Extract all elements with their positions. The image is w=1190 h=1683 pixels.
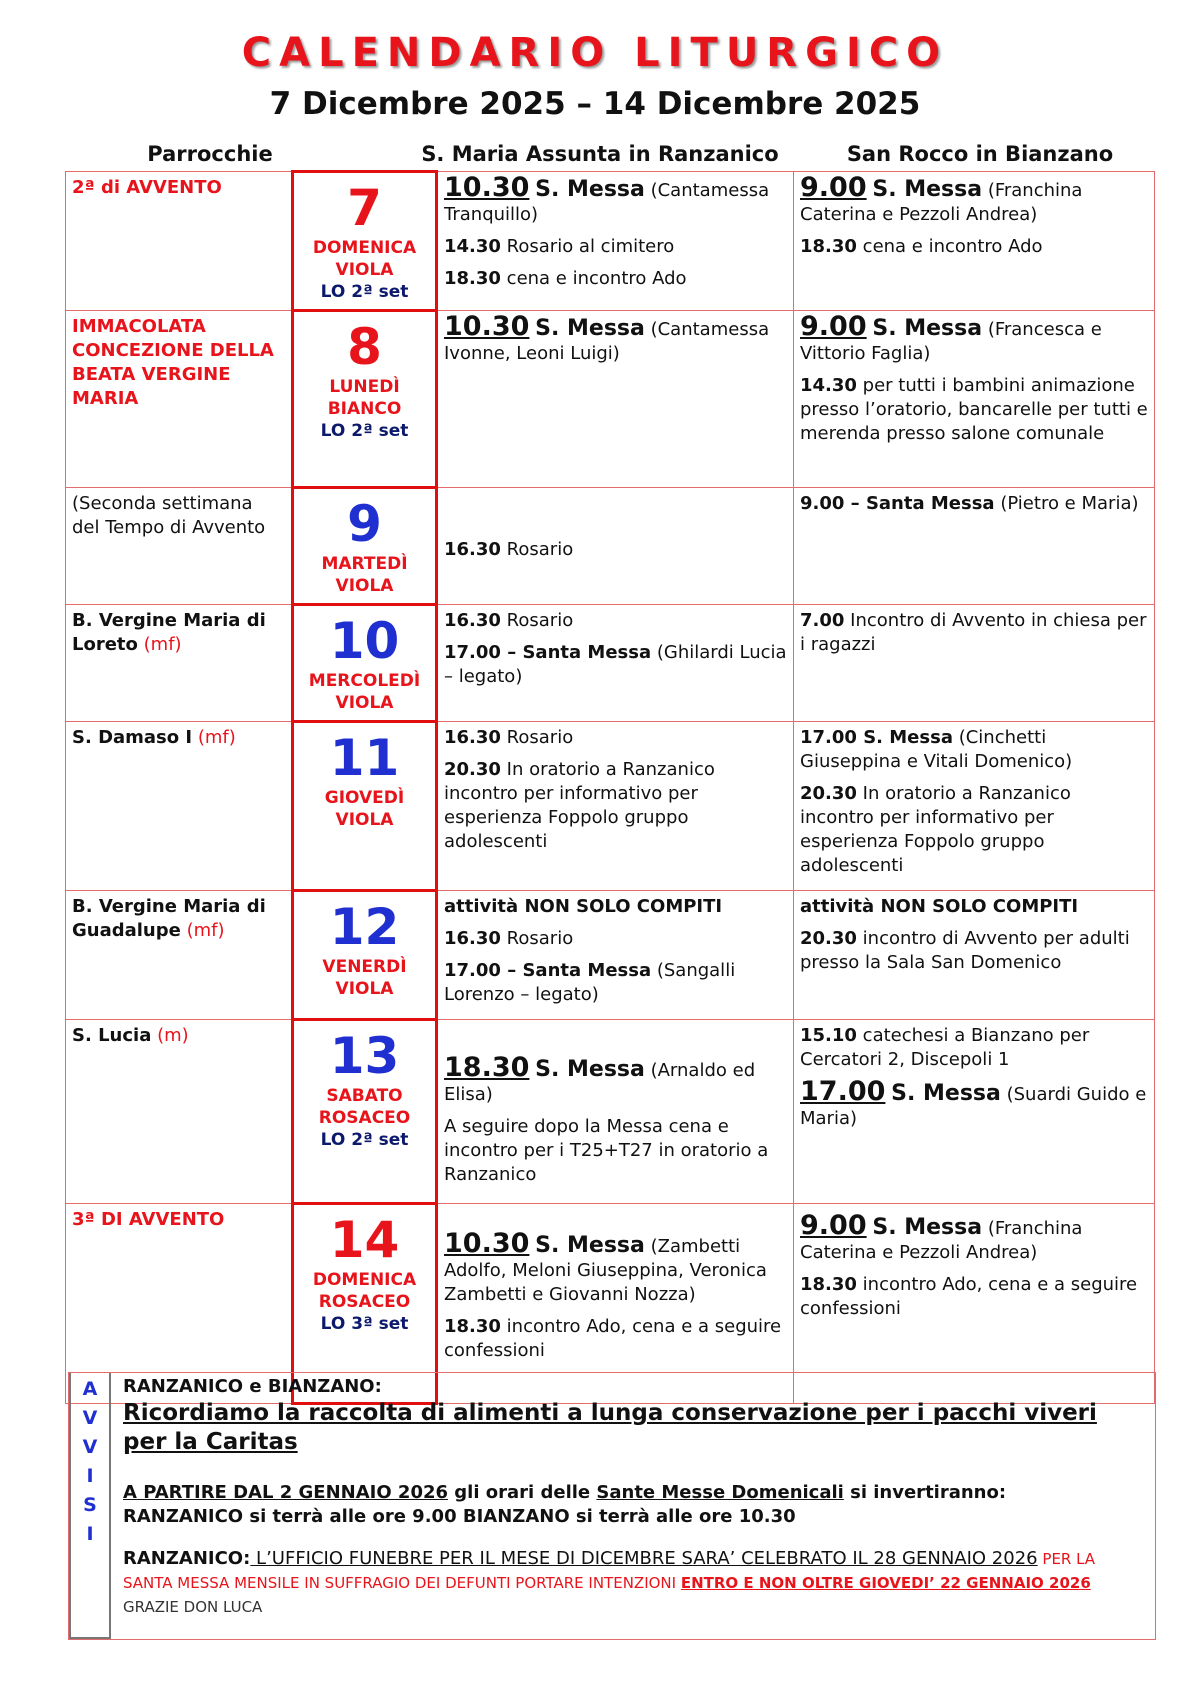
liturgy-hours: LO 2ª set [320,421,409,441]
event-entry [800,172,1148,227]
ranzanico-cell [437,488,794,605]
day-number: 9 [347,495,382,553]
event-entry [800,726,1148,774]
avvisi-letter: S [83,1494,97,1516]
time: 20.30 [444,759,501,780]
time: 18.30 [800,236,857,257]
event-note: Rosario [506,610,574,631]
feast-name: S. Lucia [72,1025,152,1046]
time: 16.30 [444,539,501,560]
bianzano-cell [794,605,1155,722]
event-entry [444,1228,787,1307]
liturgical-color: BIANCO [327,399,402,419]
event-note: (Zambetti Adolfo, Meloni Giuseppina, Veronica Zambetti e Giovanni Nozza) [444,1236,767,1305]
event-note: (Cinchetti Giuseppina e Vitali Domenico) [800,727,1073,772]
day-number: 8 [347,318,382,376]
feast-rank: (mf) [197,727,236,748]
time: 9.00 [800,1210,867,1241]
event-note: Rosario [506,539,574,560]
day-cell [293,172,437,311]
event-entry [444,1052,787,1107]
day-cell [293,311,437,488]
time: 20.30 [800,928,857,949]
event-entry [444,311,787,366]
event-entry [444,538,787,562]
day-number: 14 [329,1211,400,1269]
day-name: DOMENICA [312,1270,417,1290]
feast-name: B. Vergine Maria di Loreto [72,610,266,655]
time: 17.00 – Santa Messa [444,960,652,981]
liturgical-color: VIOLA [335,979,394,999]
day-row [66,311,1155,488]
event-note: In oratorio a Ranzanico incontro per informativo per esperienza Foppolo gruppo adolescenti [800,783,1071,876]
feast-cell [66,605,293,722]
event-title: S. Messa [535,177,645,202]
event-entry [444,1315,787,1363]
event-note: (Franchina Caterina e Pezzoli Andrea) [800,180,1083,225]
ranzanico-cell [437,1020,794,1204]
feast-name: B. Vergine Maria di Guadalupe [72,896,266,941]
avvisi-text: si invertiranno: [843,1482,1007,1503]
time: 14.30 [800,375,857,396]
header-ranzanico: S. Maria Assunta in Ranzanico [421,142,779,166]
event-title: S. Messa [535,1233,645,1258]
avvisi-label [69,1373,111,1639]
event-entry [800,1076,1148,1131]
event-title: S. Messa [872,177,983,202]
event-entry [444,1115,787,1187]
event-entry [800,374,1148,446]
time: 10.30 [444,172,530,203]
feast-cell [66,488,293,605]
event-entry [800,1273,1148,1321]
ranzanico-cell [437,891,794,1020]
time: 9.00 [800,172,867,203]
event-entry [800,492,1148,516]
day-row [66,722,1155,891]
feast-cell [66,1020,293,1204]
feast-rank: (mf) [143,634,182,655]
time: 9.00 – Santa Messa [800,493,995,514]
avvisi-l1: RANZANICO e BIANZANO: [123,1376,382,1397]
day-name: MARTEDÌ [321,554,408,574]
event-entry [800,609,1148,657]
event-entry [444,927,787,951]
liturgical-color: ROSACEO [318,1108,411,1128]
event-note: (Franchina Caterina e Pezzoli Andrea) [800,1218,1083,1263]
ranzanico-cell [437,722,794,891]
event-entry [444,267,787,291]
event-title: S. Messa [872,316,983,341]
event-entry [800,1210,1148,1265]
event-note: (Cantamessa Tranquillo) [444,180,770,225]
day-name: DOMENICA [312,238,417,258]
event-note: per tutti i bambini animazione presso l’oratorio, bancarelle per tutti e merenda presso salone comunale [800,375,1148,444]
event-note: (Arnaldo ed Elisa) [444,1060,756,1105]
liturgical-color: ROSACEO [318,1292,411,1312]
liturgy-hours: LO 3ª set [320,1314,409,1334]
time: 16.30 [444,610,501,631]
calendar-table [65,170,1155,1405]
event-title: S. Messa [535,316,645,341]
feast-rank: (m) [157,1025,189,1046]
time: 18.30 [444,268,501,289]
event-title: S. Messa [891,1081,1001,1106]
event-note: (Francesca e Vittorio Faglia) [800,319,1102,364]
avvisi-ufficio: L’UFFICIO FUNEBRE PER IL MESE DI DICEMBRE SARA’ CELEBRATO IL 28 GENNAIO 2026 [250,1548,1038,1569]
day-name: LUNEDÌ [329,377,400,397]
feast-rank: (mf) [186,920,225,941]
event-note: (Pietro e Maria) [1000,493,1139,514]
liturgical-color: VIOLA [335,810,394,830]
avvisi-intenzioni: PER LA SANTA MESSA MENSILE IN SUFFRAGIO DEI DEFUNTI PORTARE INTENZIONI [123,1550,1096,1592]
event-entry [444,895,787,919]
ranzanico-cell [437,311,794,488]
day-row [66,605,1155,722]
event-entry [444,609,787,633]
day-number: 7 [347,179,382,237]
avvisi-letter: I [86,1523,94,1545]
bianzano-cell [794,172,1155,311]
feast-name: IMMACOLATA CONCEZIONE DELLA BEATA VERGINE MARIA [72,316,274,409]
event-note: incontro Ado, cena e a seguire confessioni [800,1274,1138,1319]
event-note: A seguire dopo la Messa cena e incontro per i T25+T27 in oratorio a Ranzanico [444,1116,769,1185]
time: 16.30 [444,928,501,949]
day-cell [293,488,437,605]
day-number: 12 [329,898,400,956]
bianzano-cell [794,488,1155,605]
time: 10.30 [444,1228,530,1259]
day-name: VENERDÌ [322,957,407,977]
event-title: S. Messa [535,1057,645,1082]
event-note: In oratorio a Ranzanico incontro per informativo per esperienza Foppolo gruppo adolescenti [444,759,715,852]
bianzano-cell [794,311,1155,488]
event-note: Rosario [506,727,574,748]
header-bianzano: San Rocco in Bianzano [846,142,1114,166]
day-row [66,172,1155,311]
day-row [66,891,1155,1020]
avvisi-content [123,1375,1145,1619]
event-note: catechesi a Bianzano per Cercatori 2, Discepoli 1 [800,1025,1090,1070]
avvisi-letter: V [82,1407,98,1429]
day-name: MERCOLEDÌ [308,671,421,691]
feast-name: 3ª DI AVVENTO [72,1209,225,1230]
page-title: CALENDARIO LITURGICO [241,30,949,76]
liturgy-hours: LO 2ª set [320,1130,409,1150]
feast-name: 2ª di AVVENTO [72,177,222,198]
event-entry [800,311,1148,366]
avvisi-firma: GRAZIE DON LUCA [123,1598,263,1616]
avvisi-ranzanico: RANZANICO: [123,1548,251,1569]
day-number: 13 [329,1027,400,1085]
event-entry [800,1024,1148,1072]
event-entry [800,927,1148,975]
day-number: 11 [329,729,400,787]
event-entry [800,895,1148,919]
header-parrocchie: Parrocchie [147,142,273,166]
date-range: 7 Dicembre 2025 – 14 Dicembre 2025 [269,86,921,122]
time: 9.00 [800,311,867,342]
feast-cell [66,172,293,311]
liturgical-color: VIOLA [335,693,394,713]
day-name: SABATO [326,1086,403,1106]
avvisi-scadenza: ENTRO E NON OLTRE GIOVEDI’ 22 GENNAIO 2026 [680,1574,1091,1592]
event-note: (Suardi Guido e Maria) [800,1084,1147,1129]
time: 18.30 [444,1316,501,1337]
avvisi-letter: I [86,1465,94,1487]
avvisi-text: gli orari delle [448,1482,597,1503]
bianzano-cell [794,1020,1155,1204]
event-note: incontro di Avvento per adulti presso la Sala San Domenico [800,928,1130,973]
time: 15.10 [800,1025,857,1046]
event-title: S. Messa [872,1215,983,1240]
time: 18.30 [444,1052,530,1083]
feast-cell [66,311,293,488]
time: 10.30 [444,311,530,342]
time: 18.30 [800,1274,857,1295]
event-note: cena e incontro Ado [862,236,1043,257]
event-entry [444,235,787,259]
day-row [66,488,1155,605]
time: 7.00 [800,610,845,631]
day-cell [293,891,437,1020]
bianzano-cell [794,722,1155,891]
event-note: Rosario [506,928,574,949]
day-name: GIOVEDÌ [324,788,405,808]
avvisi-date: A PARTIRE DAL 2 GENNAIO 2026 [123,1482,449,1503]
avvisi-text: Sante Messe Domenicali [596,1482,844,1503]
avvisi-orari: RANZANICO si terrà alle ore 9.00 BIANZANO si terrà alle ore 10.30 [123,1506,796,1527]
event-entry [444,726,787,750]
event-note: (Cantamessa Ivonne, Leoni Luigi) [444,319,770,364]
ranzanico-cell [437,605,794,722]
time: 17.00 – Santa Messa [444,642,652,663]
time: attività NON SOLO COMPITI [800,896,1079,917]
time: 14.30 [444,236,501,257]
liturgical-color: VIOLA [335,260,394,280]
event-note: cena e incontro Ado [506,268,687,289]
time: 16.30 [444,727,501,748]
avvisi-caritas: Ricordiamo la raccolta di alimenti a lunga conservazione per i pacchi viveri per la Caritas [123,1400,1097,1455]
avvisi-letter: A [82,1378,98,1400]
event-note: (Sangalli Lorenzo – legato) [444,960,736,1005]
event-entry [444,172,787,227]
event-entry [800,235,1148,259]
event-note: incontro Ado, cena e a seguire confessioni [444,1316,782,1361]
event-note: (Ghilardi Lucia – legato) [444,642,787,687]
day-number: 10 [329,612,400,670]
event-note: Rosario al cimitero [506,236,675,257]
day-cell [293,605,437,722]
liturgy-hours: LO 2ª set [320,282,409,302]
feast-cell [66,891,293,1020]
time: 20.30 [800,783,857,804]
bianzano-cell [794,891,1155,1020]
time: 17.00 S. Messa [800,727,953,748]
avvisi-box [68,1372,1156,1640]
time: attività NON SOLO COMPITI [444,896,723,917]
day-row [66,1020,1155,1204]
time: 17.00 [800,1076,886,1107]
event-entry [444,758,787,854]
ranzanico-cell [437,172,794,311]
day-cell [293,1020,437,1204]
event-entry [800,782,1148,878]
event-entry [444,641,787,689]
event-note: Incontro di Avvento in chiesa per i ragazzi [800,610,1147,655]
liturgical-color: VIOLA [335,576,394,596]
feast-cell [66,722,293,891]
avvisi-letter: V [82,1436,98,1458]
day-cell [293,722,437,891]
event-entry [444,959,787,1007]
feast-name: (Seconda settimana del Tempo di Avvento [72,493,266,538]
feast-name: S. Damaso I [72,727,193,748]
